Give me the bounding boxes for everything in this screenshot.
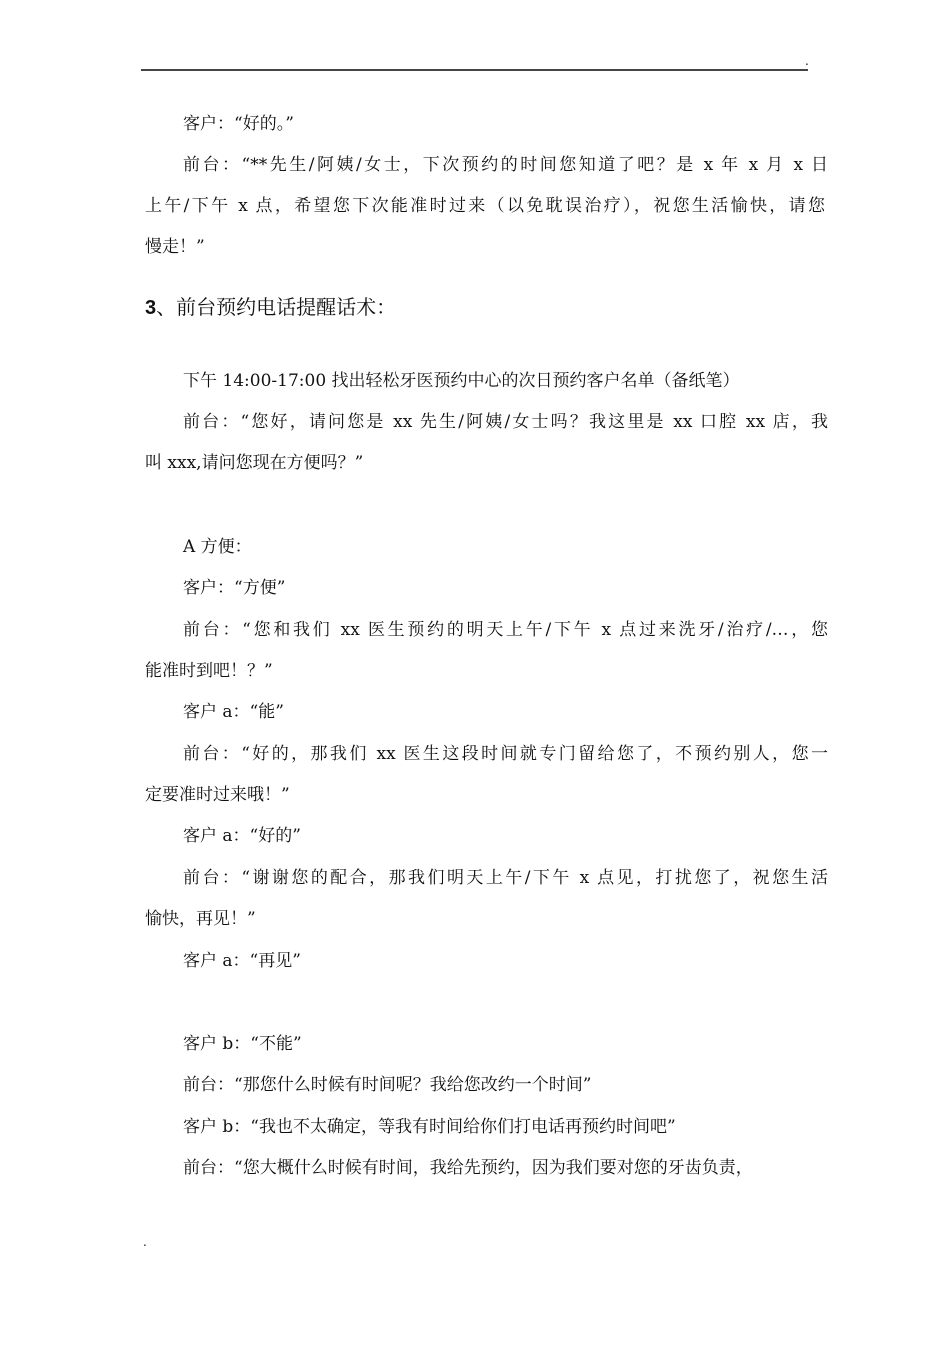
text-line: 客户 a：“再见” <box>183 951 301 971</box>
text-line: 客户 b：“不能” <box>183 1034 302 1054</box>
text-line: 客户 a：“好的” <box>183 826 301 846</box>
text-line: 愉快，再见！” <box>145 909 256 929</box>
text-line: 前台：“您好，请问您是 xx 先生/阿姨/女士吗？我这里是 xx 口腔 xx 店，我 <box>183 412 828 432</box>
text-line: 下午 14:00-17:00 找出轻松牙医预约中心的次日预约客户名单（备纸笔） <box>183 371 740 391</box>
footer-dot: . <box>143 1235 147 1249</box>
section-heading <box>145 293 396 322</box>
text-line: 定要准时过来哦！” <box>145 785 290 805</box>
text-line: 前台：“好的，那我们 xx 医生这段时间就专门留给您了，不预约别人，您一 <box>183 744 828 764</box>
text-line: 前台：“那您什么时候有时间呢？我给您改约一个时间” <box>183 1075 592 1095</box>
text-line: 客户 a：“能” <box>183 702 284 722</box>
text-line: 叫 xxx,请问您现在方便吗？” <box>145 453 364 473</box>
header-rule <box>141 69 808 71</box>
text-line: 前台：“**先生/阿姨/女士，下次预约的时间您知道了吧？是 x 年 x 月 x 日 <box>183 155 828 175</box>
header-dot: . <box>805 54 809 68</box>
text-line: 前台：“谢谢您的配合，那我们明天上午/下午 x 点见，打扰您了，祝您生活 <box>183 868 828 888</box>
text-line: 慢走！” <box>145 237 205 257</box>
text-line: 能准时到吧！？” <box>145 661 273 681</box>
text-line: 上午/下午 x 点，希望您下次能准时过来（以免耽误治疗），祝您生活愉快，请您 <box>145 196 825 216</box>
text-line: 客户 b：“我也不太确定，等我有时间给你们打电话再预约时间吧” <box>183 1117 676 1137</box>
text-line: 前台：“您大概什么时候有时间，我给先预约，因为我们要对您的牙齿负责， <box>183 1158 753 1178</box>
text-line: A 方便： <box>183 537 252 557</box>
text-line: 客户：“好的。” <box>183 114 294 134</box>
text-line: 前台：“您和我们 xx 医生预约的明天上午/下午 x 点过来洗牙/治疗/…，您 <box>183 620 828 640</box>
text-line: 客户：“方便” <box>183 578 286 598</box>
heading-text: 、前台预约电话提醒话术： <box>156 295 397 319</box>
heading-number: 3 <box>145 297 157 319</box>
